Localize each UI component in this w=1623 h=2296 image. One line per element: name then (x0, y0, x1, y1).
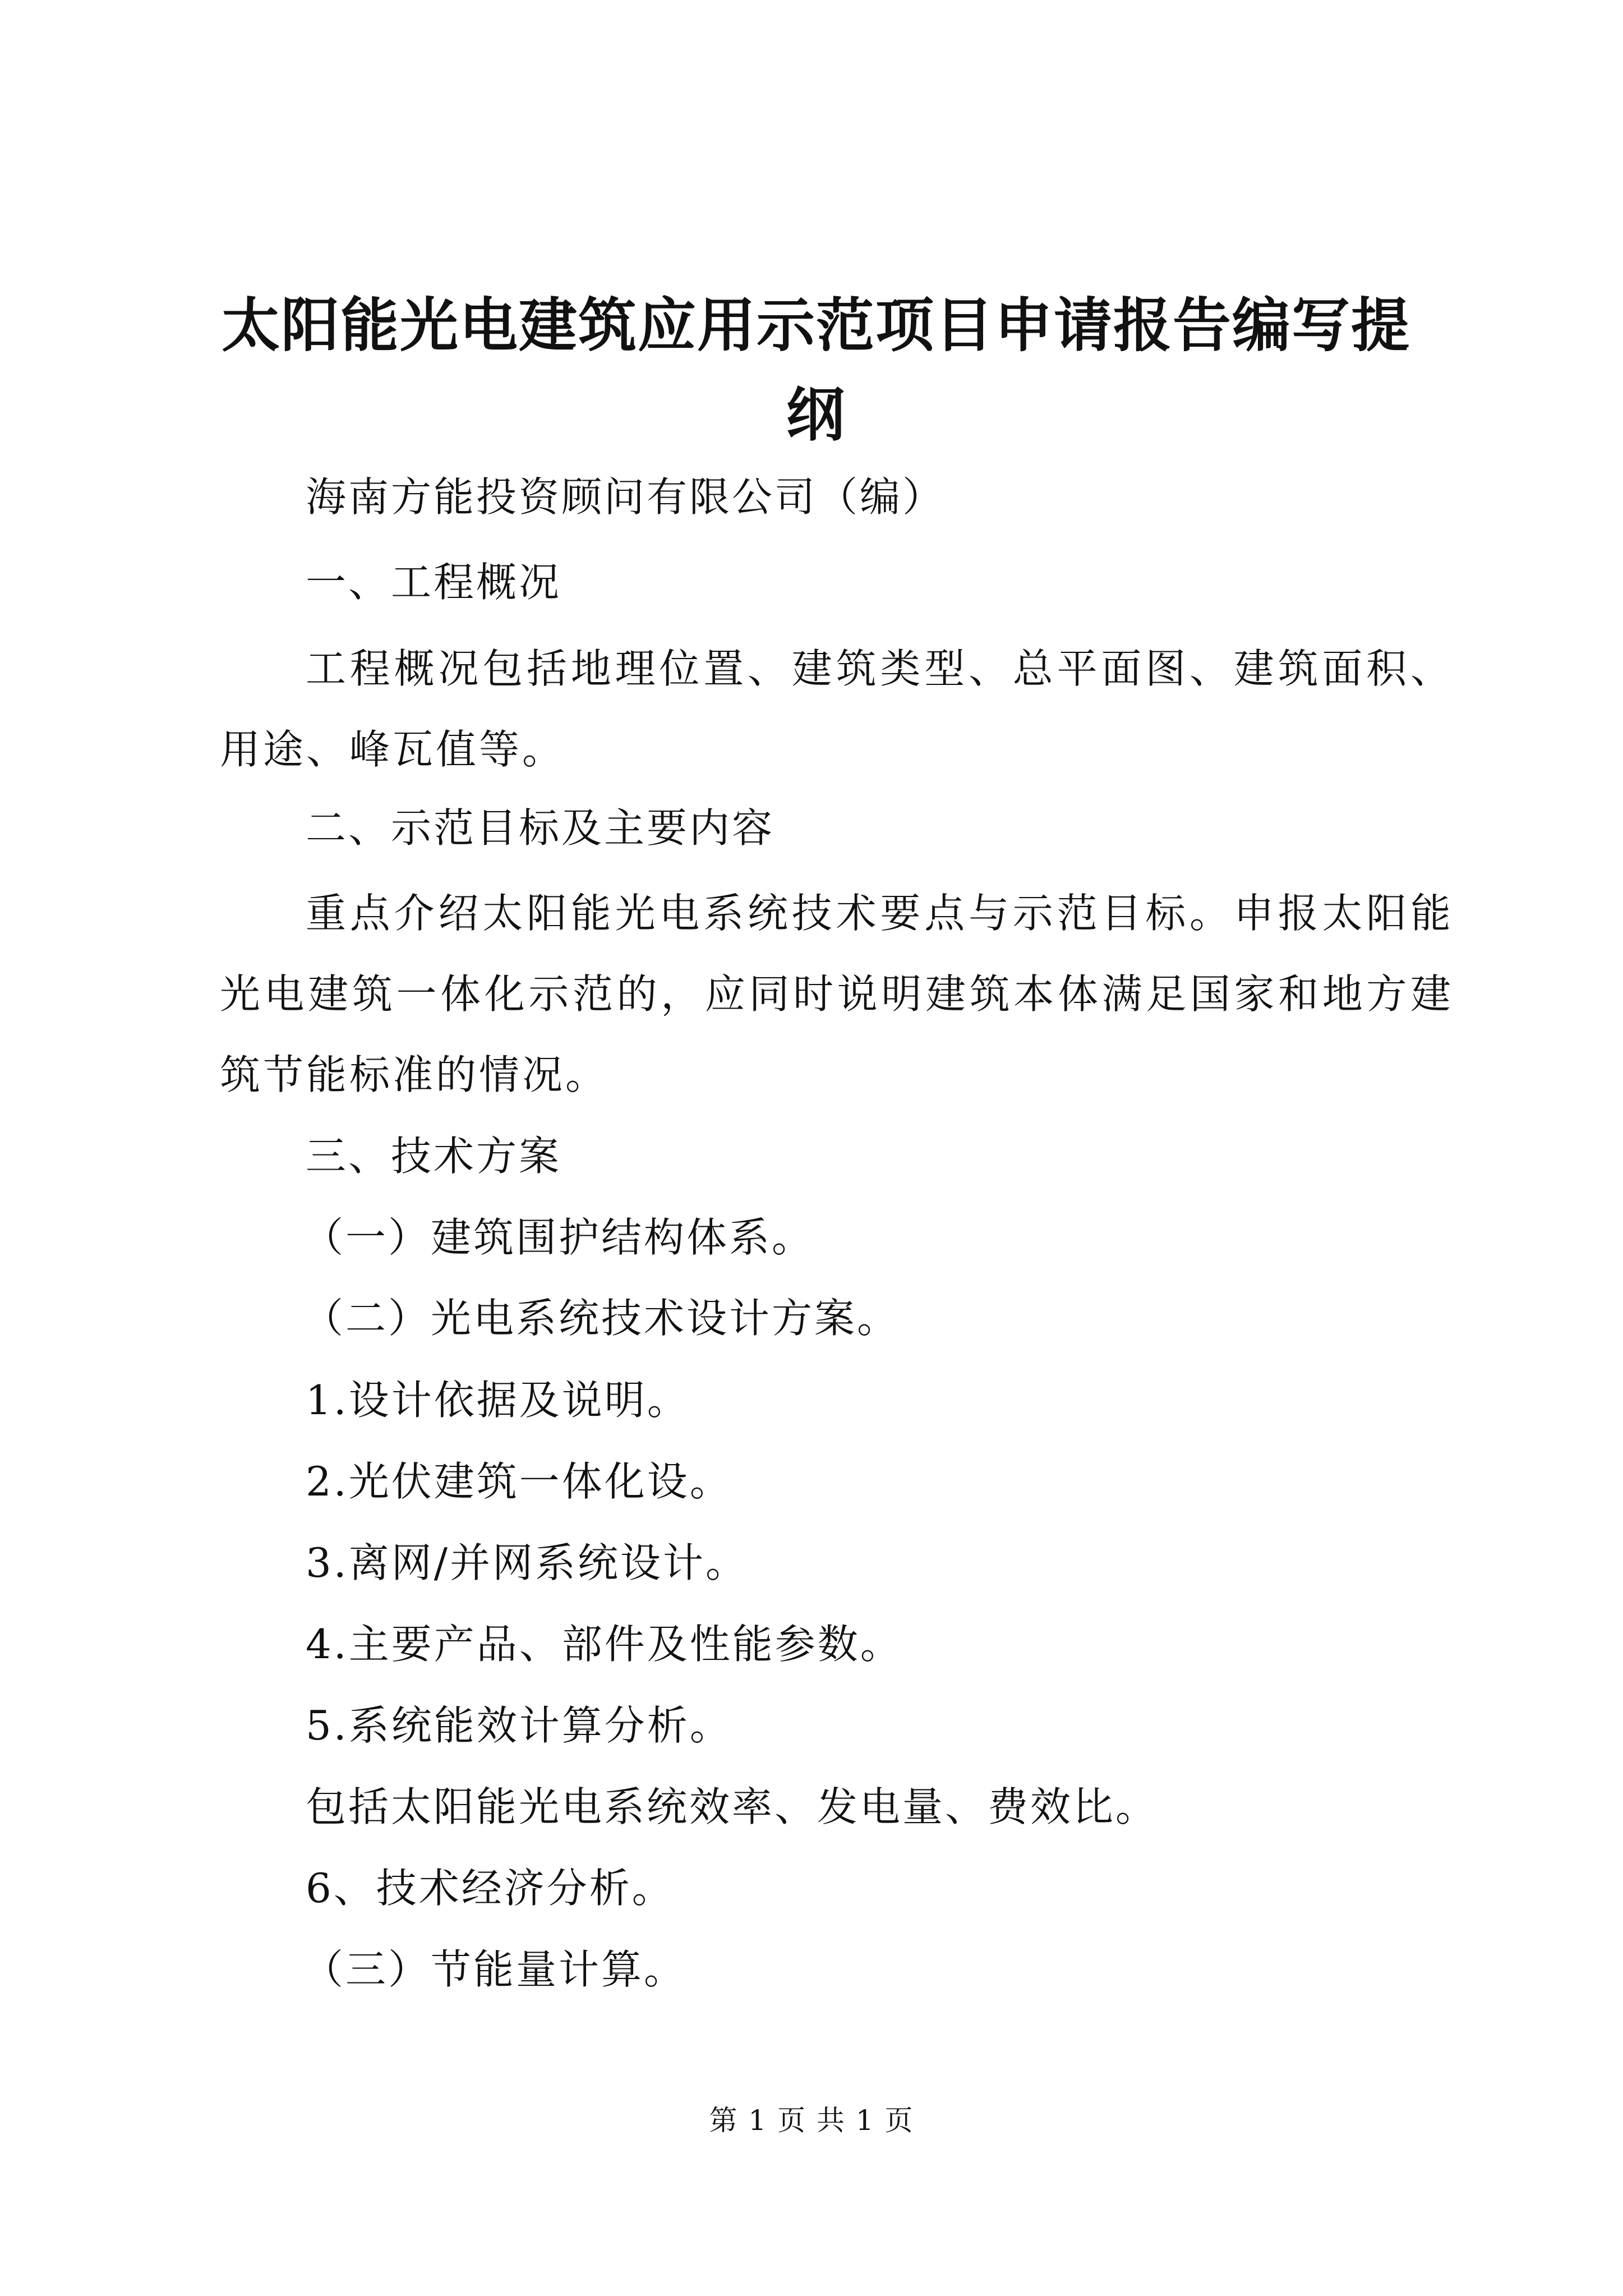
section-1-text: 工程概况包括地理位置、建筑类型、总平面图、建筑面积、用途、峰瓦值等。 (220, 645, 1454, 773)
list-item-2: 2.光伏建筑一体化设。 (306, 1458, 732, 1505)
subsection-2: （二）光电系统技术设计方案。 (303, 1295, 900, 1342)
list-item-4: 4.主要产品、部件及性能参数。 (306, 1621, 903, 1668)
list-item-5: 5.系统能效计算分析。 (306, 1702, 732, 1749)
section-3-heading: 三、技术方案 (306, 1133, 562, 1180)
section-2-heading: 二、示范目标及主要内容 (306, 804, 775, 852)
section-1-heading: 一、工程概况 (306, 559, 562, 606)
document-title: 太阳能光电建筑应用示范项目申请报告编写提纲 (221, 291, 1410, 449)
page-footer: 第 1 页 共 1 页 (709, 2104, 914, 2137)
subsection-3: （三）节能量计算。 (303, 1946, 687, 1993)
list-item-6: 6、技术经济分析。 (306, 1865, 675, 1912)
list-item-3: 3.离网/并网系统设计。 (306, 1539, 748, 1586)
subsection-1: （一）建筑围护结构体系。 (303, 1214, 815, 1261)
list-item-1: 1.设计依据及说明。 (306, 1377, 690, 1424)
author-line: 海南方能投资顾问有限公司（编） (306, 473, 946, 521)
list-item-5-text: 包括太阳能光电系统效率、发电量、费效比。 (306, 1783, 1159, 1830)
section-2-text: 重点介绍太阳能光电系统技术要点与示范目标。申报太阳能光电建筑一体化示范的，应同时说明建筑本体满足国家和地方建筑节能标准的情况。 (220, 890, 1454, 1098)
